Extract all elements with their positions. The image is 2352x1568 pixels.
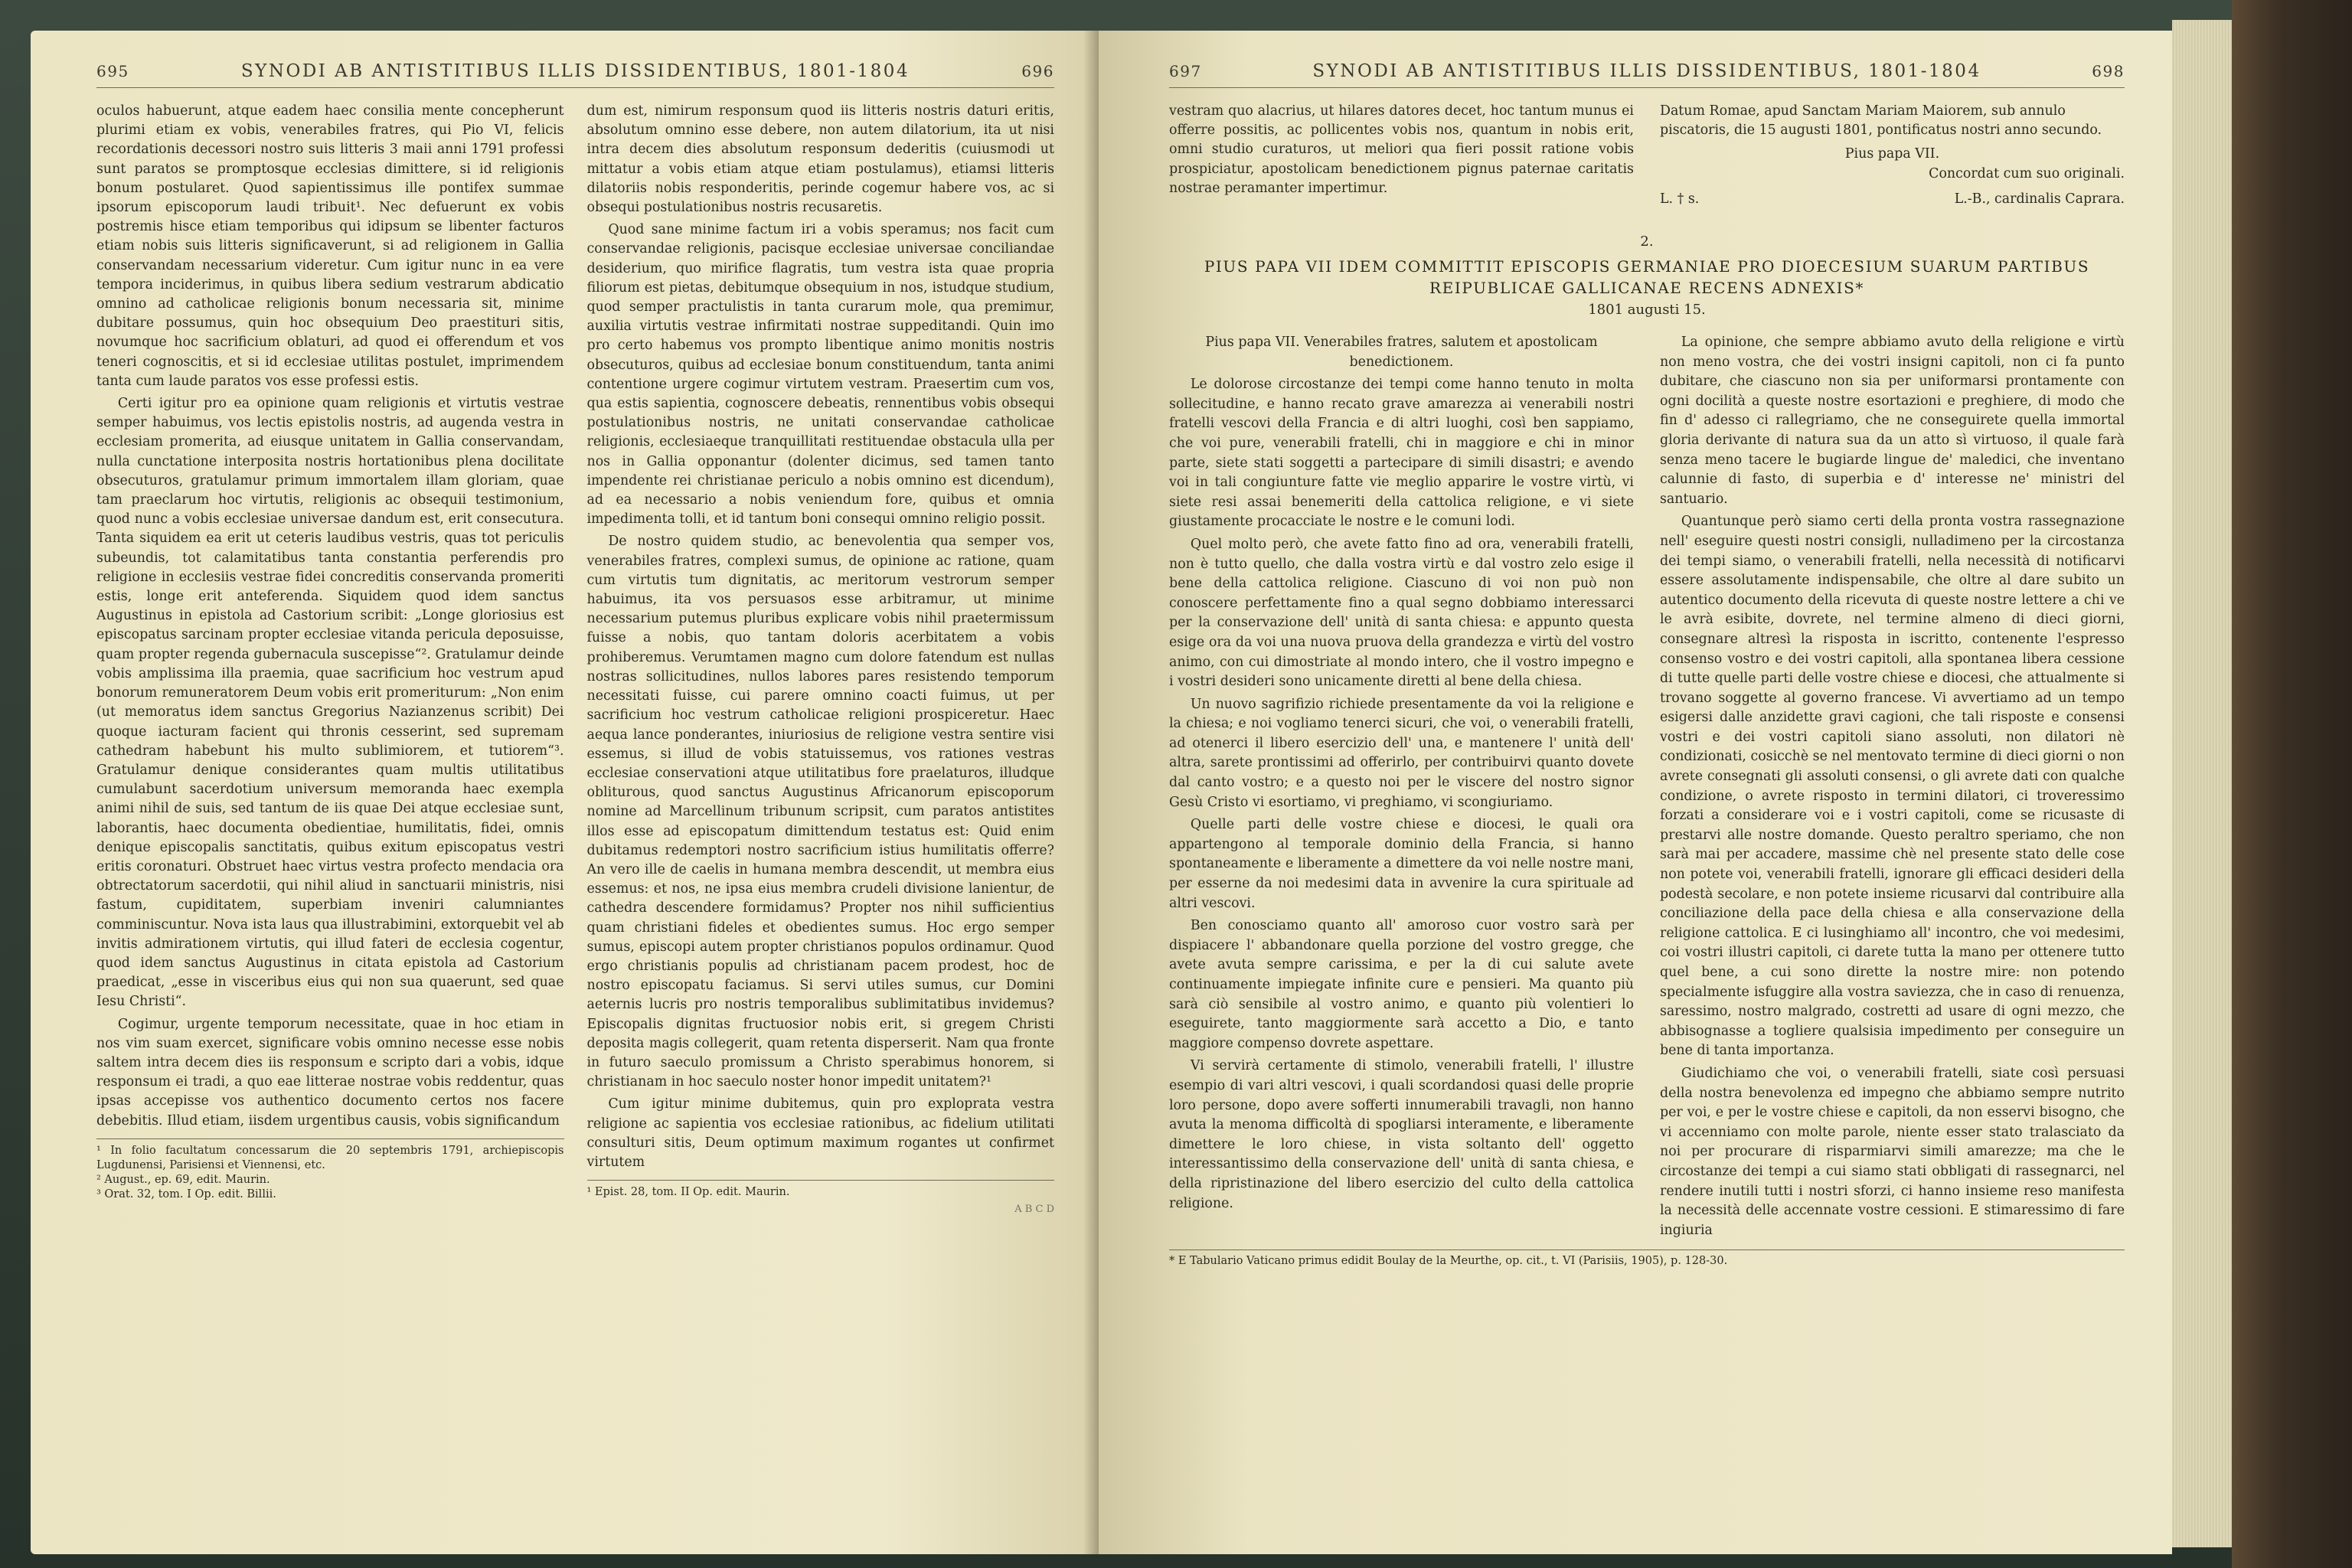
- page-number-698: 698: [2092, 62, 2125, 80]
- right-running-head: [1169, 61, 2125, 88]
- paragraph: Quel molto però, che avete fatto fino ad ora, venerabili fratelli, non è tutto quello, che dalla vostra virtù e dal vostro zelo esige il bene della cattolica religione. Ciascuno di voi non può non conoscere perfettamente fino a qual segno dobbiamo interessarci per la conservazione dell' unità di santa chiesa: e appunto questa esige ora da voi una nuova pruova della grandezza e virtù del vostro animo, con cui dimostriate al mondo intero, che il vostro impegno e i vostri desideri sono unicamente diretti al bene della chiesa.: [1169, 536, 1634, 690]
- right-page: [1099, 31, 2172, 1554]
- document-date: 1801 augusti 15.: [1588, 302, 1706, 318]
- paragraph: Un nuovo sagrifizio richiede presentamente da voi la religione e la chiesa; e noi vogliamo tenerci sicuri, che voi, o venerabili fratelli, ad otenerci il libero esercizio dell' una, e mantenere l' unità dell' altra, sarete prontissimi ad offerirlo, per contribuirvi quanto dovete dal canto vostro; e a questo noi per le viscere del nostro signor Gesù Cristo vi esortiamo, vi preghiamo, vi scongiuriamo.: [1169, 696, 1634, 810]
- page-number-695: 695: [96, 62, 129, 80]
- running-title: SYNODI AB ANTISTITIBUS ILLIS DISSIDENTIBUS, 1801-1804: [1312, 61, 1981, 81]
- page-number-696: 696: [1021, 62, 1054, 80]
- page-edges: [2172, 20, 2232, 1547]
- paragraph: Giudichiamo che voi, o venerabili fratelli, siate così persuasi della nostra benevolenza ed impegno che abbiamo sempre nutrito per voi, e per le vostre chiese e capitoli, da non esservi bisogno, che vi accenniamo con molte parole, niente esser stato tralasciato da noi per procurare di risparmiarvi simili amarezze; ma che le circostanze dei tempi a cui siamo stati obbligati di rassegnarci, nel rendere inutili tutti i nostri sforzi, ci hanno insieme reso manifesta la necessità delle accennate vostre cessioni. E stimaressimo di fare ingiuria: [1660, 1065, 2125, 1238]
- left-page-column-2: [587, 102, 1055, 1511]
- left-page-column-1: [96, 102, 564, 1511]
- closing-text: vestram quo alacrius, ut hilares datores decet, hoc tantum munus ei offerre possitis, ac pollicentes vobis nos, quantum in nobis erit, omni studio curaturos, ut meliori qua fieri possit ratione vobis prospiciatur, apostolicam benedictionem pignus paternae caritatis nostrae peramanter impertimur.: [1169, 103, 1634, 196]
- footnote: ³ Orat. 32, tom. I Op. edit. Billii.: [96, 1187, 276, 1200]
- paragraph: Vi servirà certamente di stimolo, venerabili fratelli, l' illustre esempio di vari altri vescovi, i quali scordandosi quasi delle proprie loro persone, dopo avere sofferti innumerabili travagli, non hanno avuta la menoma difficoltà di spogliarsi interamente, e liberamente dimettere le loro chiese, in vista soltanto dell' oggetto interessantissimo della conservazione dell' unità di santa chiesa, e della ripristinazione del libero esercizio del culto della cattolica religione.: [1169, 1058, 1634, 1211]
- footnotes: [587, 1180, 1055, 1200]
- seal-line: [1660, 190, 2125, 209]
- source-footnote: * E Tabulario Vaticano primus edidit Boulay de la Meurthe, op. cit., t. VI (Parisiis, 1905), p. 128-30.: [1169, 1250, 2125, 1267]
- salutation: Pius papa VII. Venerabiles fratres, salutem et apostolicam benedictionem.: [1205, 335, 1598, 370]
- left-running-head: [96, 61, 1054, 88]
- letter-closing: [1169, 102, 2125, 209]
- book-cover-edge: [2232, 0, 2352, 1568]
- paragraph: Cum igitur minime dubitemus, quin pro exploprata vestra religione ac sapientia vos ecclesiae rationibus, ac fidelium utilitati consulturi sitis, Deum optimum maximum rogantes ut confirmet virtutem: [586, 1096, 1054, 1170]
- right-page-column-2: [1660, 333, 2125, 1243]
- footnotes: [96, 1138, 564, 1202]
- right-page-column-1: [1169, 333, 1634, 1243]
- paragraph: De nostro quidem studio, ac benevolentia qua semper vos, venerabiles fratres, complexi sumus, de opinione ac ratione, quam cum virtutis tum dignitatis, ac meritorum vestrorum semper habuimus, ita vos persuasos esse arbitramur, ut minime necessarium putemus pluribus explicare vobis nihil praetermissum fuisse a nobis, quo tantam doloris acerbitatem a vobis prohiberemus. Verumtamen magno cum dolore fatendum est nullas nostras sollicitudines, nullos labores pares resistendo temporum necessitati fuisse, cui parere omnino coacti fuimus, ut per sacrificium hoc vestrum catholicae religioni prospiceretur. Haec aequa lance ponderantes, iniuriosius de religione vestra sentire visi essemus, si illud de vobis statuissemus, vos rationes vestras ecclesiae conservationi atque utilitatibus fore praelaturos, illudque obliturous, quod sanctus Augustinus Africanorum episcoporum nomine ad Marcellinum tribunum scripsit, cum paratos antistites illos esse ad episcopatum dimittendum testatus est: Quid enim dubitamus redemptori nostro sacrificium istius humilitatis offerre? An vero ille de caelis in humana membra descendit, ut membra eius essemus: et nos, ne ipsa eius membra crudeli divisione lanientur, de cathedra descendere formidamus? Propter nos nihil sufficientius quam christiani fideles et obedientes sumus. Hoc ergo semper sumus, episcopi autem propter christianos populos ordinamur. Quod ergo christianis populis ad christianam pacem prodest, hoc de nostro episcopatu faciamus. Si servi utiles sumus, cur Domini aeternis lucris pro nostris temporalibus sublimitatibus invidemus? Episcopalis dignitas fructuosior nobis erit, si gregem Christi deposita magis collegerit, quam retenta disperserit. Nam qua fronte in futuro saeculo promissum a Christo sperabimus honorem, si christianam in hoc saeculo noster honor impedit unitatem?¹: [586, 534, 1054, 1090]
- page-number-697: 697: [1169, 62, 1202, 80]
- left-page: [31, 31, 1099, 1554]
- document-title: PIUS PAPA VII IDEM COMMITTIT EPISCOPIS GERMANIAE PRO DIOECESIUM SUARUM PARTIBUS REIPUBLICAE GALLICANAE RECENS ADNEXIS*: [1204, 257, 2090, 298]
- paragraph: dum est, nimirum responsum quod iis litteris nostris daturi eritis, absolutum omnino esse debere, non autem dilatorium, ita ut nisi intra decem dies absolutum responsum dederitis (cuiusmodi ut mittatur a vobis etiam atque etiam postulamus), etiamsi litteris dilatoriis nobis responderitis, perinde cogemur habere vos, ac si obsequi postulationibus nostris recusaretis.: [586, 103, 1054, 216]
- dating-text: Datum Romae, apud Sanctam Mariam Maiorem, sub annulo piscatoris, die 15 augusti 1801, pontificatus nostri anno secundo.: [1660, 103, 2102, 139]
- footnote: ¹ Epist. 28, tom. II Op. edit. Maurin.: [586, 1186, 790, 1199]
- paragraph: Cogimur, urgente temporum necessitate, quae in hoc etiam in nos vim suam exercet, significare vobis omnino necesse esse nobis saltem intra decem dies iis responsum e scripto dari a vobis, idque responsum ei tradi, a quo eae litterae nostrae vobis reddentur, quas ipsas accepisse vos authentico documento certos nos facere debebitis. Illud etiam, iisdem urgentibus causis, vobis significandum: [96, 1016, 564, 1129]
- concordat-note: Concordat cum suo originali.: [1929, 165, 2125, 181]
- paragraph: Quantunque però siamo certi della pronta vostra rassegnazione nell' eseguire questi nostri consigli, nulladimeno per la circostanza dei tempi siamo, o venerabili fratelli, nella necessità di notificarvi essere assolutamente indispensabile, che oltre al dare subito un autentico documento della ricevuta di queste nostre lettere a chi ve le avrà esibite, dovrete, nel termine almeno di dieci giorni, consegnare altresì la risposta in iscritto, contenente l'espresso consenso vostro e dei vostri capitoli, alla spontanea libera cessione di tutte quelle parti delle vostre chiese e diocesi, che attualmente si trovano soggette al governo francese. Vi avvertiamo ad un tempo esigersi dalle anzidette gravi cagioni, che tali risposte e consensi vostri e dei vostri capitoli siano assoluti, non dilatori nè condizionati, cosicchè se nel mentovato termine di dieci giorni o non avrete consegnati gli assoluti consensi, o gli avrete dati con qualche condizione, o avrete risposto in termini dilatori, ci troveressimo forzati a considerare voi e i vostri capitoli, come se ricusaste di prestarvi alle nostre domande. Questo peraltro speriamo, che non sarà mai per accadere, massime chè nel presente stato delle cose non potete voi, venerabili fratelli, ignorare gli efficaci desideri della podestà secolare, e non potete insieme ricusarvi dal contribuire alla conciliazione della pace della chiesa e alla conservazione della religione cattolica. E ci lusinghiamo all' incontro, che voi medesimi, coi vostri illustri capitoli, ci darete tutta la mano per ottenere tutto quel bene, a cui sono dirette la nostre mire: non potendo specialmente isfuggire alla vostra saviezza, che in caso di renuenza, saressimo, nostro malgrado, costretti ad usare di ogni mezzo, che abbisognasse a togliere qualsisia impedimento per conseguire un bene di tanta importanza.: [1660, 514, 2125, 1059]
- paragraph: Certi igitur pro ea opinione quam religionis et virtutis vestrae semper habuimus, vos lectis epistolis nostris, ad augenda vestra in ecclesiam promerita, ad eiusque unitatem in Gallia conservandam, nulla cunctatione interposita nostris hortationibus plena docilitate obsecuturos, gratulamur primum immortalem illam gloriam, quae tam praeclarum hoc virtutis, religionis ac obsequii testimonium, quod nunc a vobis ecclesiae universae dandum est, erit consecutura. Tanta siquidem ea erit ut ceteris laudibus vestris, quas tot periculis subeundis, tot calamitatibus tanta constantia perferendis pro religione in ecclesiis vestrae fidei concreditis conservanda promeriti estis, longe erit anteferenda. Siquidem quod idem sanctus Augustinus in epistola ad Castorium scribit: „Longe gloriosius est episcopatus sarcinam propter ecclesiae vitanda pericula deposuisse, quam propter regenda gubernacula suscepisse“². Gratulamur deinde vobis amplissima illa praemia, quae sacrificium hoc vestrum apud bonorum remuneratorem Deum vobis erit promeriturum: „Non enim (ut memoratus idem sanctus Gregorius Nazianzenus scribit) Dei quoque iacturam facient qui thronis cesserint, sed supremam cathedram habebunt his multo sublimiorem, et tutiorem“³. Gratulamur denique considerantes quam multis utilitatibus cumulabunt sacerdotium universum memoranda haec exempla animi nihil de suis, sed tantum de iis quae Dei atque ecclesiae sunt, laborantis, haec documenta obedientiae, humilitatis, fidei, omnis denique episcopalis sanctitatis, quibus exitum episcopatus vestri eritis coronaturi. Obstruet haec virtus vestra profecto mendacia ora obtrectatorum sacerdotii, qui nihil aliud in sanctuarii ministris, nisi fastum, cupiditatem, superbiam inveniri calumniantes comminiscuntur. Nova ista laus qua illustrabimini, extorquebit vel ab invitis admirationem virtutis, qui illud fateri de ecclesia cogentur, quod idem sanctus Augustinus in citata epistola ad Castorium praedicat, „esse in visceribus eius qui non sua quaerunt, sed quae Iesu Christi“.: [96, 396, 564, 1010]
- paragraph: Quelle parti delle vostre chiese e diocesi, le quali ora appartengono al temporale dominio della Francia, si hanno spontaneamente e liberamente a dimettere da voi nelle nostre mani, per esserne da noi medesimi data in avvenire la cura spirituale ad altri vescovi.: [1169, 817, 1634, 911]
- paragraph: Quod sane minime factum iri a vobis speramus; nos facit cum conservandae religionis, pacisque ecclesiae universae conciliandae desiderium, quo mirifice flagratis, tum vestra ista quae propria filiorum est pietas, debitumque obsequium in nos, istudque studium, quod semper practulistis in tanta curarum mole, qua premimur, auxilia virtutis vestrae infirmitati nostrae suppeditandi. Quin imo pro certo habemus vos prompto libentique animo monitis nostris obsecuturos, quibus ad ecclesiae bonum constituendum, tanta animi contentione urgere cogimur virtutem vestram. Praesertim cum vos, qua estis sapientia, cognoscere debeatis, rennentibus vobis obsequi postulationibus nostris, ne unitati conservandae catholicae religionis, ecclesiaeque tranquillitati restituendae obstacula ulla per nos in Gallia opponantur (dolenter dicimus, sed tamen tanto impendente rei christianae periculo a nobis omnino est dicendum), ad ea necessario a nobis veniendum fore, quibus et omnia impedimenta tolli, et id tantum boni consequi omnino religio possit.: [586, 222, 1054, 528]
- paragraph: La opinione, che sempre abbiamo avuto della religione e virtù non meno vostra, che dei vostri insigni capitoli, non ci fa punto dubitare, che ciascuno non sia per uniformarsi prontamente con ogni docilità a queste nostre esortazioni e preghiere, di modo che fin d' adesso ci rallegriamo, che ne conseguirete quella immortal gloria derivante di natura sua da un atto sì virtuoso, il quale farà senza meno tacere le bugiarde lingue de' maledici, che inventano calunnie di fasto, di superbia e d' interesse ne' ministri del santuario.: [1660, 335, 2125, 507]
- footnote: ² August., ep. 69, edit. Maurin.: [96, 1173, 270, 1186]
- document-number: 2.: [1640, 234, 1654, 250]
- paragraph: Le dolorose circostanze dei tempi come hanno tenuto in molta sollecitudine, e hanno recato grave amarezza ai venerabili nostri fratelli vescovi della Francia e di altri luoghi, così ben sappiamo, che voi pure, venerabili fratelli, chi in maggiore e chi in minor parte, siete stati soggetti a partecipare di simili disastri; e avendo voi in tali congiunture fatte vie meglio apparire le vostre virtù, vi siete resi assai benemeriti della cattolica religione, e vi siete giustamente procacciate le nostre e le comuni lodi.: [1169, 377, 1634, 530]
- paragraph: Ben conosciamo quanto all' amoroso cuor vostro sarà per dispiacere l' abbandonare quella porzione del vostro gregge, che avete avuta sempre carissima, e per la di cui salute avete continuamente impiegate infinite cure e pensieri. Ma quanto più sarà ciò sensibile al vostro animo, e quanto più volentieri lo eseguirete, tanto maggiormente sarà accetto a Dio, e tanto maggiore compenso dovrete aspettare.: [1169, 918, 1634, 1051]
- signature: Pius papa VII.: [1844, 146, 1940, 162]
- dating-block: [1660, 102, 2125, 209]
- seal: L. † s.: [1660, 191, 1700, 207]
- paragraph: oculos habuerunt, atque eadem haec consilia mente concepherunt plurimi etiam ex vobis, venerabiles fratres, qui Pio VI, felicis recordationis decessori nostro suis litteris 3 maii anni 1791 professi sunt paratos se promptosque ecclesias dimittere, si id religionis bonum postularet. Quod sapientissimus ille pontifex summae ipsorum episcoporum laudi tribuit¹. Nec defuerunt ex vobis postremis hisce etiam temporibus qui idipsum se libenter facturos etiam nobis suis litteris significaverunt, si ad religionem in Gallia conservandam necessarium videretur. Cum igitur nunc in ea vere tempora inciderimus, in quibus libera sedium vestrarum abdicatio omnino ad catholicae religionis bonum necessaria sit, minime dubitare possumus, quin hoc obsequium Deo praestituri sitis, novumque hoc sacrificium oblaturi, ad quod ei offerendum et vos teneri cognoscitis, et si id ecclesiae utilitas postulet, imprimendem tanta cum laude paratos vos esse professi estis.: [96, 103, 564, 389]
- footnote: ¹ In folio facultatum concessarum die 20 septembris 1791, archiepiscopis Lugdunensi, Parisiensi et Viennensi, etc.: [96, 1144, 564, 1171]
- margin-letters: A B C D: [1014, 1204, 1054, 1216]
- running-title: SYNODI AB ANTISTITIBUS ILLIS DISSIDENTIBUS, 1801-1804: [240, 61, 910, 81]
- cardinal-signature: L.-B., cardinalis Caprara.: [1954, 191, 2125, 207]
